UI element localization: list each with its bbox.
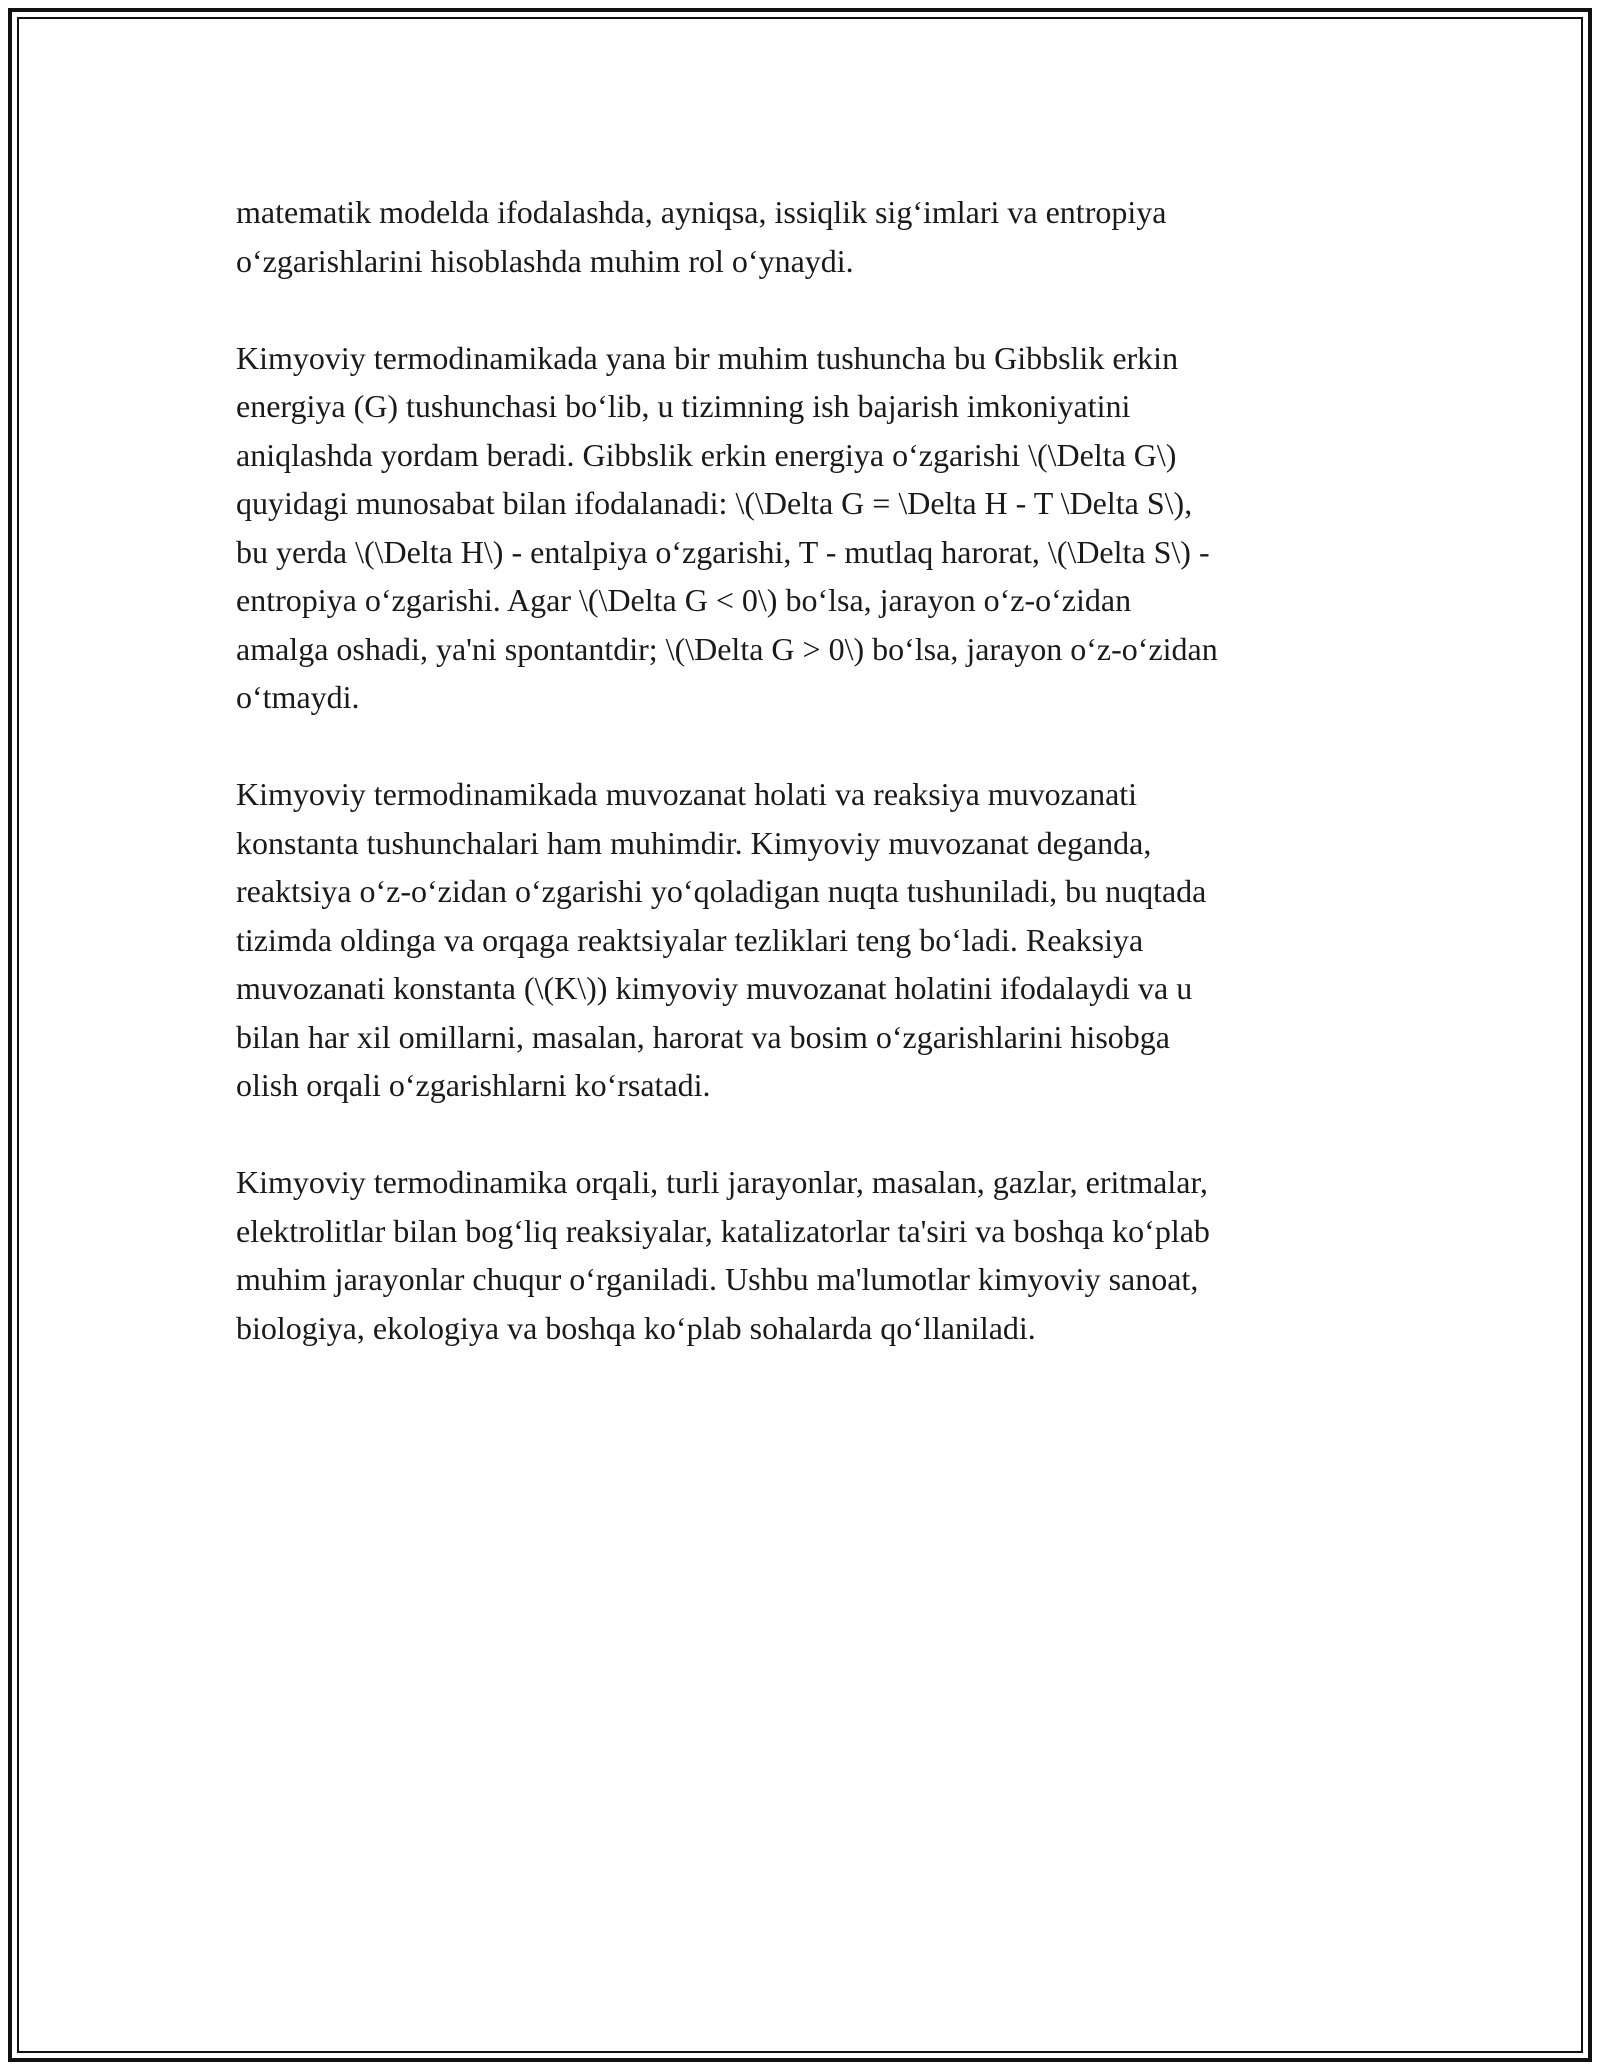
paragraph-3 — [236, 770, 1366, 1110]
text-line: aniqlashda yordam beradi. Gibbslik erkin energiya o‘zgarishi \(\Delta G\) — [236, 436, 1177, 473]
text-line: energiya (G) tushunchasi bo‘lib, u tizimning ish bajarish imkoniyatini — [236, 388, 1131, 424]
paragraph-1 — [236, 188, 1366, 285]
text-line: muvozanati konstanta (\(K\)) kimyoviy muvozanat holatini ifodalaydi va u — [236, 970, 1193, 1006]
text-line: bu yerda \(\Delta H\) - entalpiya o‘zgarishi, T - mutlaq harorat, \(\Delta S\) - — [236, 533, 1210, 570]
text-line: quyidagi munosabat bilan ifodalanadi: \(\Delta G = \Delta H - T \Delta S\), — [236, 485, 1193, 521]
text-line: olish orqali o‘zgarishlarni ko‘rsatadi. — [236, 1067, 711, 1103]
text-line: reaktsiya o‘z-o‘zidan o‘zgarishi yo‘qoladigan nuqta tushuniladi, bu nuqtada — [236, 873, 1207, 909]
text-line: matematik modelda ifodalashda, ayniqsa, issiqlik sig‘imlari va entropiya — [236, 194, 1167, 230]
text-line: elektrolitlar bilan bog‘liq reaksiyalar, katalizatorlar ta'siri va boshqa ko‘plab — [236, 1212, 1210, 1249]
text-line: biologiya, ekologiya va boshqa ko‘plab sohalarda qo‘llaniladi. — [236, 1309, 1036, 1346]
text-line: Kimyoviy termodinamikada yana bir muhim tushuncha bu Gibbslik erkin — [236, 339, 1179, 376]
paragraph-4 — [236, 1158, 1366, 1352]
text-line: muhim jarayonlar chuqur o‘rganiladi. Ushbu ma'lumotlar kimyoviy sanoat, — [236, 1261, 1199, 1297]
text-line: tizimda oldinga va orqaga reaktsiyalar tezliklari teng bo‘ladi. Reaksiya — [236, 921, 1144, 958]
text-line: entropiya o‘zgarishi. Agar \(\Delta G < 0\) bo‘lsa, jarayon o‘z-o‘zidan — [236, 582, 1132, 618]
text-line: Kimyoviy termodinamikada muvozanat holati va reaksiya muvozanati — [236, 776, 1138, 812]
text-line: bilan har xil omillarni, masalan, harorat va bosim o‘zgarishlarini hisobga — [236, 1018, 1170, 1055]
paragraph-2 — [236, 334, 1366, 722]
document-body — [236, 188, 1366, 1401]
text-line: konstanta tushunchalari ham muhimdir. Kimyoviy muvozanat deganda, — [236, 824, 1152, 861]
text-line: Kimyoviy termodinamika orqali, turli jarayonlar, masalan, gazlar, eritmalar, — [236, 1164, 1208, 1200]
text-line: o‘tmaydi. — [236, 679, 360, 715]
text-line: o‘zgarishlarini hisoblashda muhim rol o‘ynaydi. — [236, 242, 854, 279]
text-line: amalga oshadi, ya'ni spontantdir; \(\Delta G > 0\) bo‘lsa, jarayon o‘z-o‘zidan — [236, 630, 1218, 667]
